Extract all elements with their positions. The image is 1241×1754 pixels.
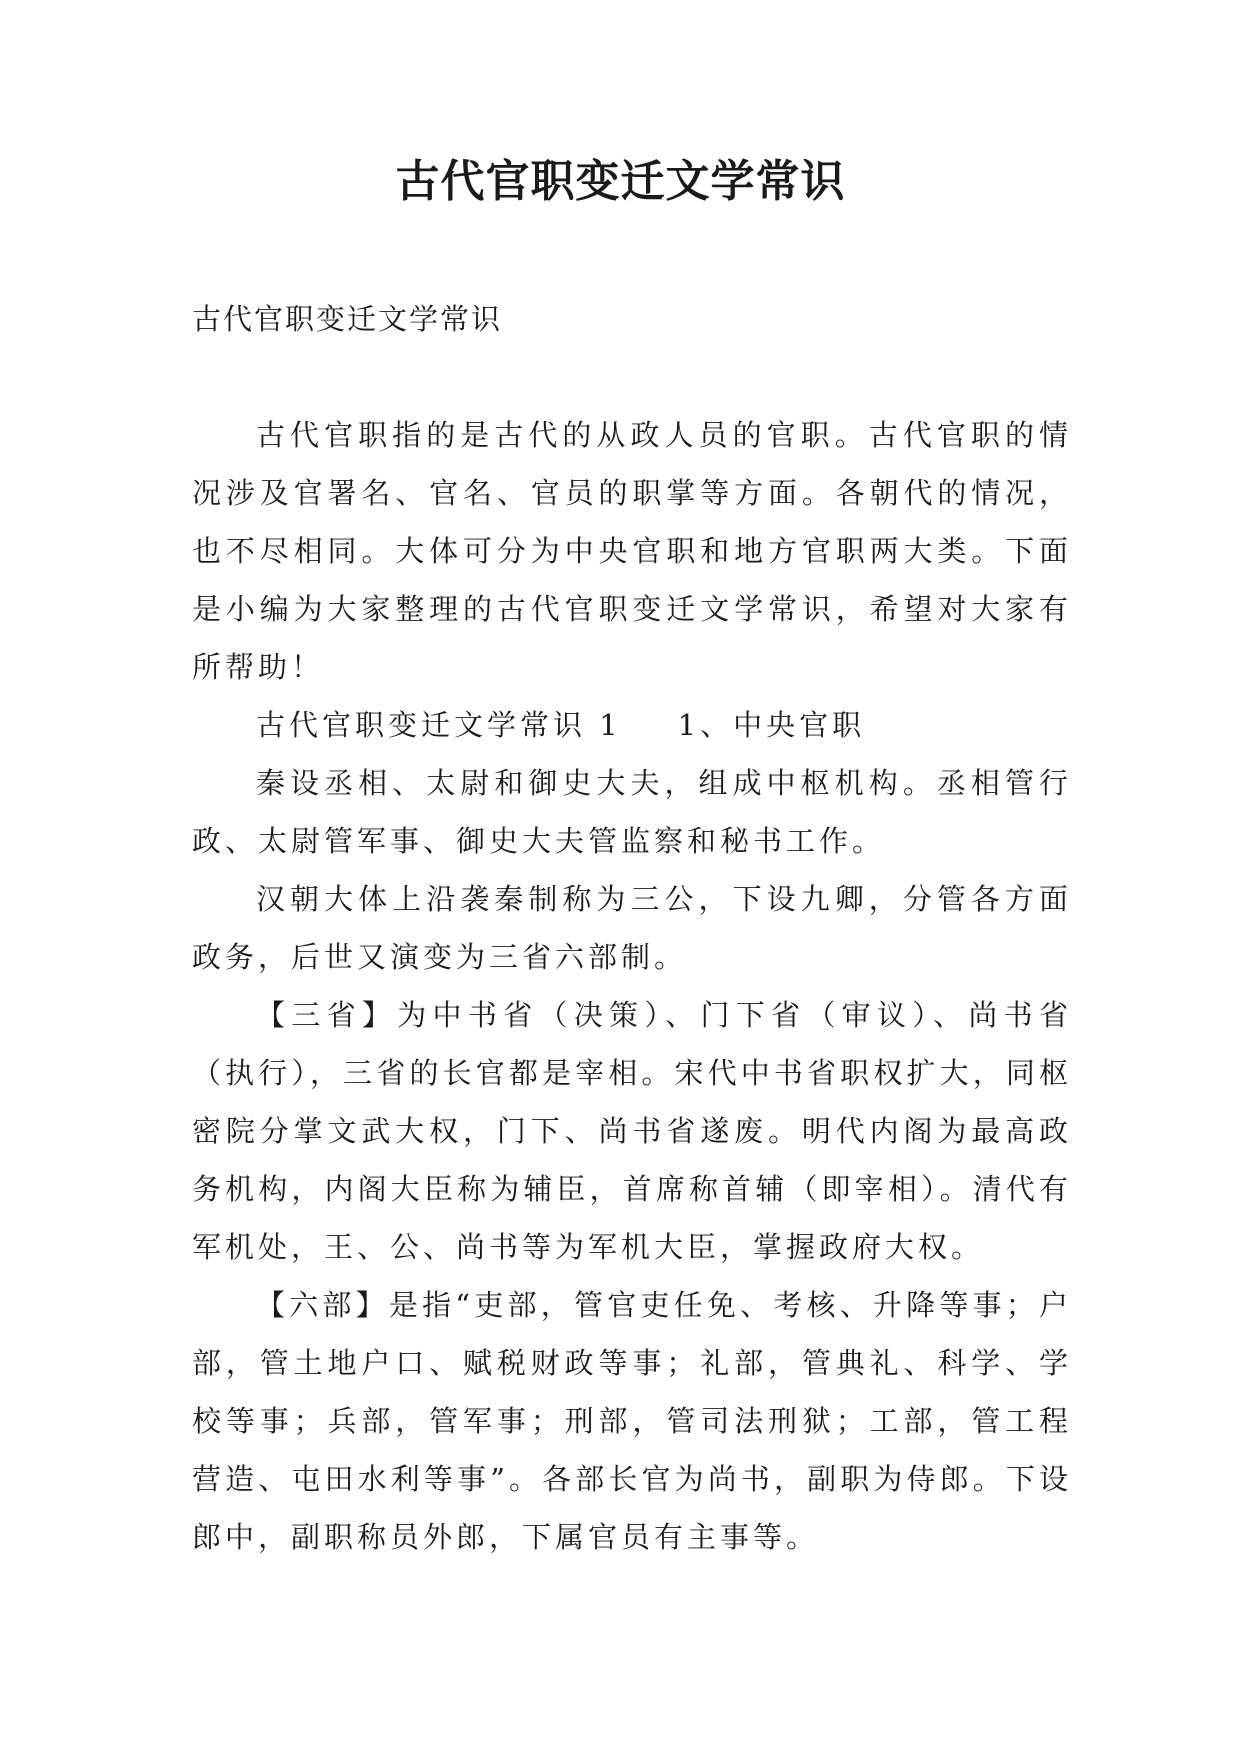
liubu-paragraph: 【六部】是指“吏部，管官吏任免、考核、升降等事；户部，管土地户口、赋税财政等事；礼部，管典礼、科学、学校等事；兵部，管军事；刑部，管司法刑狱；工部，管工程营造、屯田水利等事”。各部长官为尚书，副职为侍郎。下设郎中，副职称员外郎，下属官员有主事等。 [192,1288,1072,1554]
document-title: 古代官职变迁文学常识 [395,156,846,207]
section-heading-line [192,696,1072,754]
section-subheading: 1、中央官职 [677,708,866,742]
sansheng-paragraph: 【三省】为中书省（决策）、门下省（审议）、尚书省（执行），三省的长官都是宰相。宋代中书省职权扩大，同枢密院分掌文武大权，门下、尚书省遂废。明代内阁为最高政务机构，内阁大臣称为辅臣，首席称首辅（即宰相）。清代有军机处，王、公、尚书等为军机大臣，掌握政府大权。 [192,998,1072,1264]
section-heading: 古代官职变迁文学常识 1 [256,708,622,742]
han-paragraph: 汉朝大体上沿袭秦制称为三公，下设九卿，分管各方面政务，后世又演变为三省六部制。 [192,882,1072,974]
document-subtitle: 古代官职变迁文学常识 [192,302,503,336]
qin-paragraph: 秦设丞相、太尉和御史大夫，组成中枢机构。丞相管行政、太尉管军事、御史大夫管监察和秘书工作。 [192,766,1072,858]
intro-paragraph: 古代官职指的是古代的从政人员的官职。古代官职的情况涉及官署名、官名、官员的职掌等方面。各朝代的情况，也不尽相同。大体可分为中央官职和地方官职两大类。下面是小编为大家整理的古代官职变迁文学常识，希望对大家有所帮助！ [192,418,1072,684]
document-body [192,406,1072,1566]
